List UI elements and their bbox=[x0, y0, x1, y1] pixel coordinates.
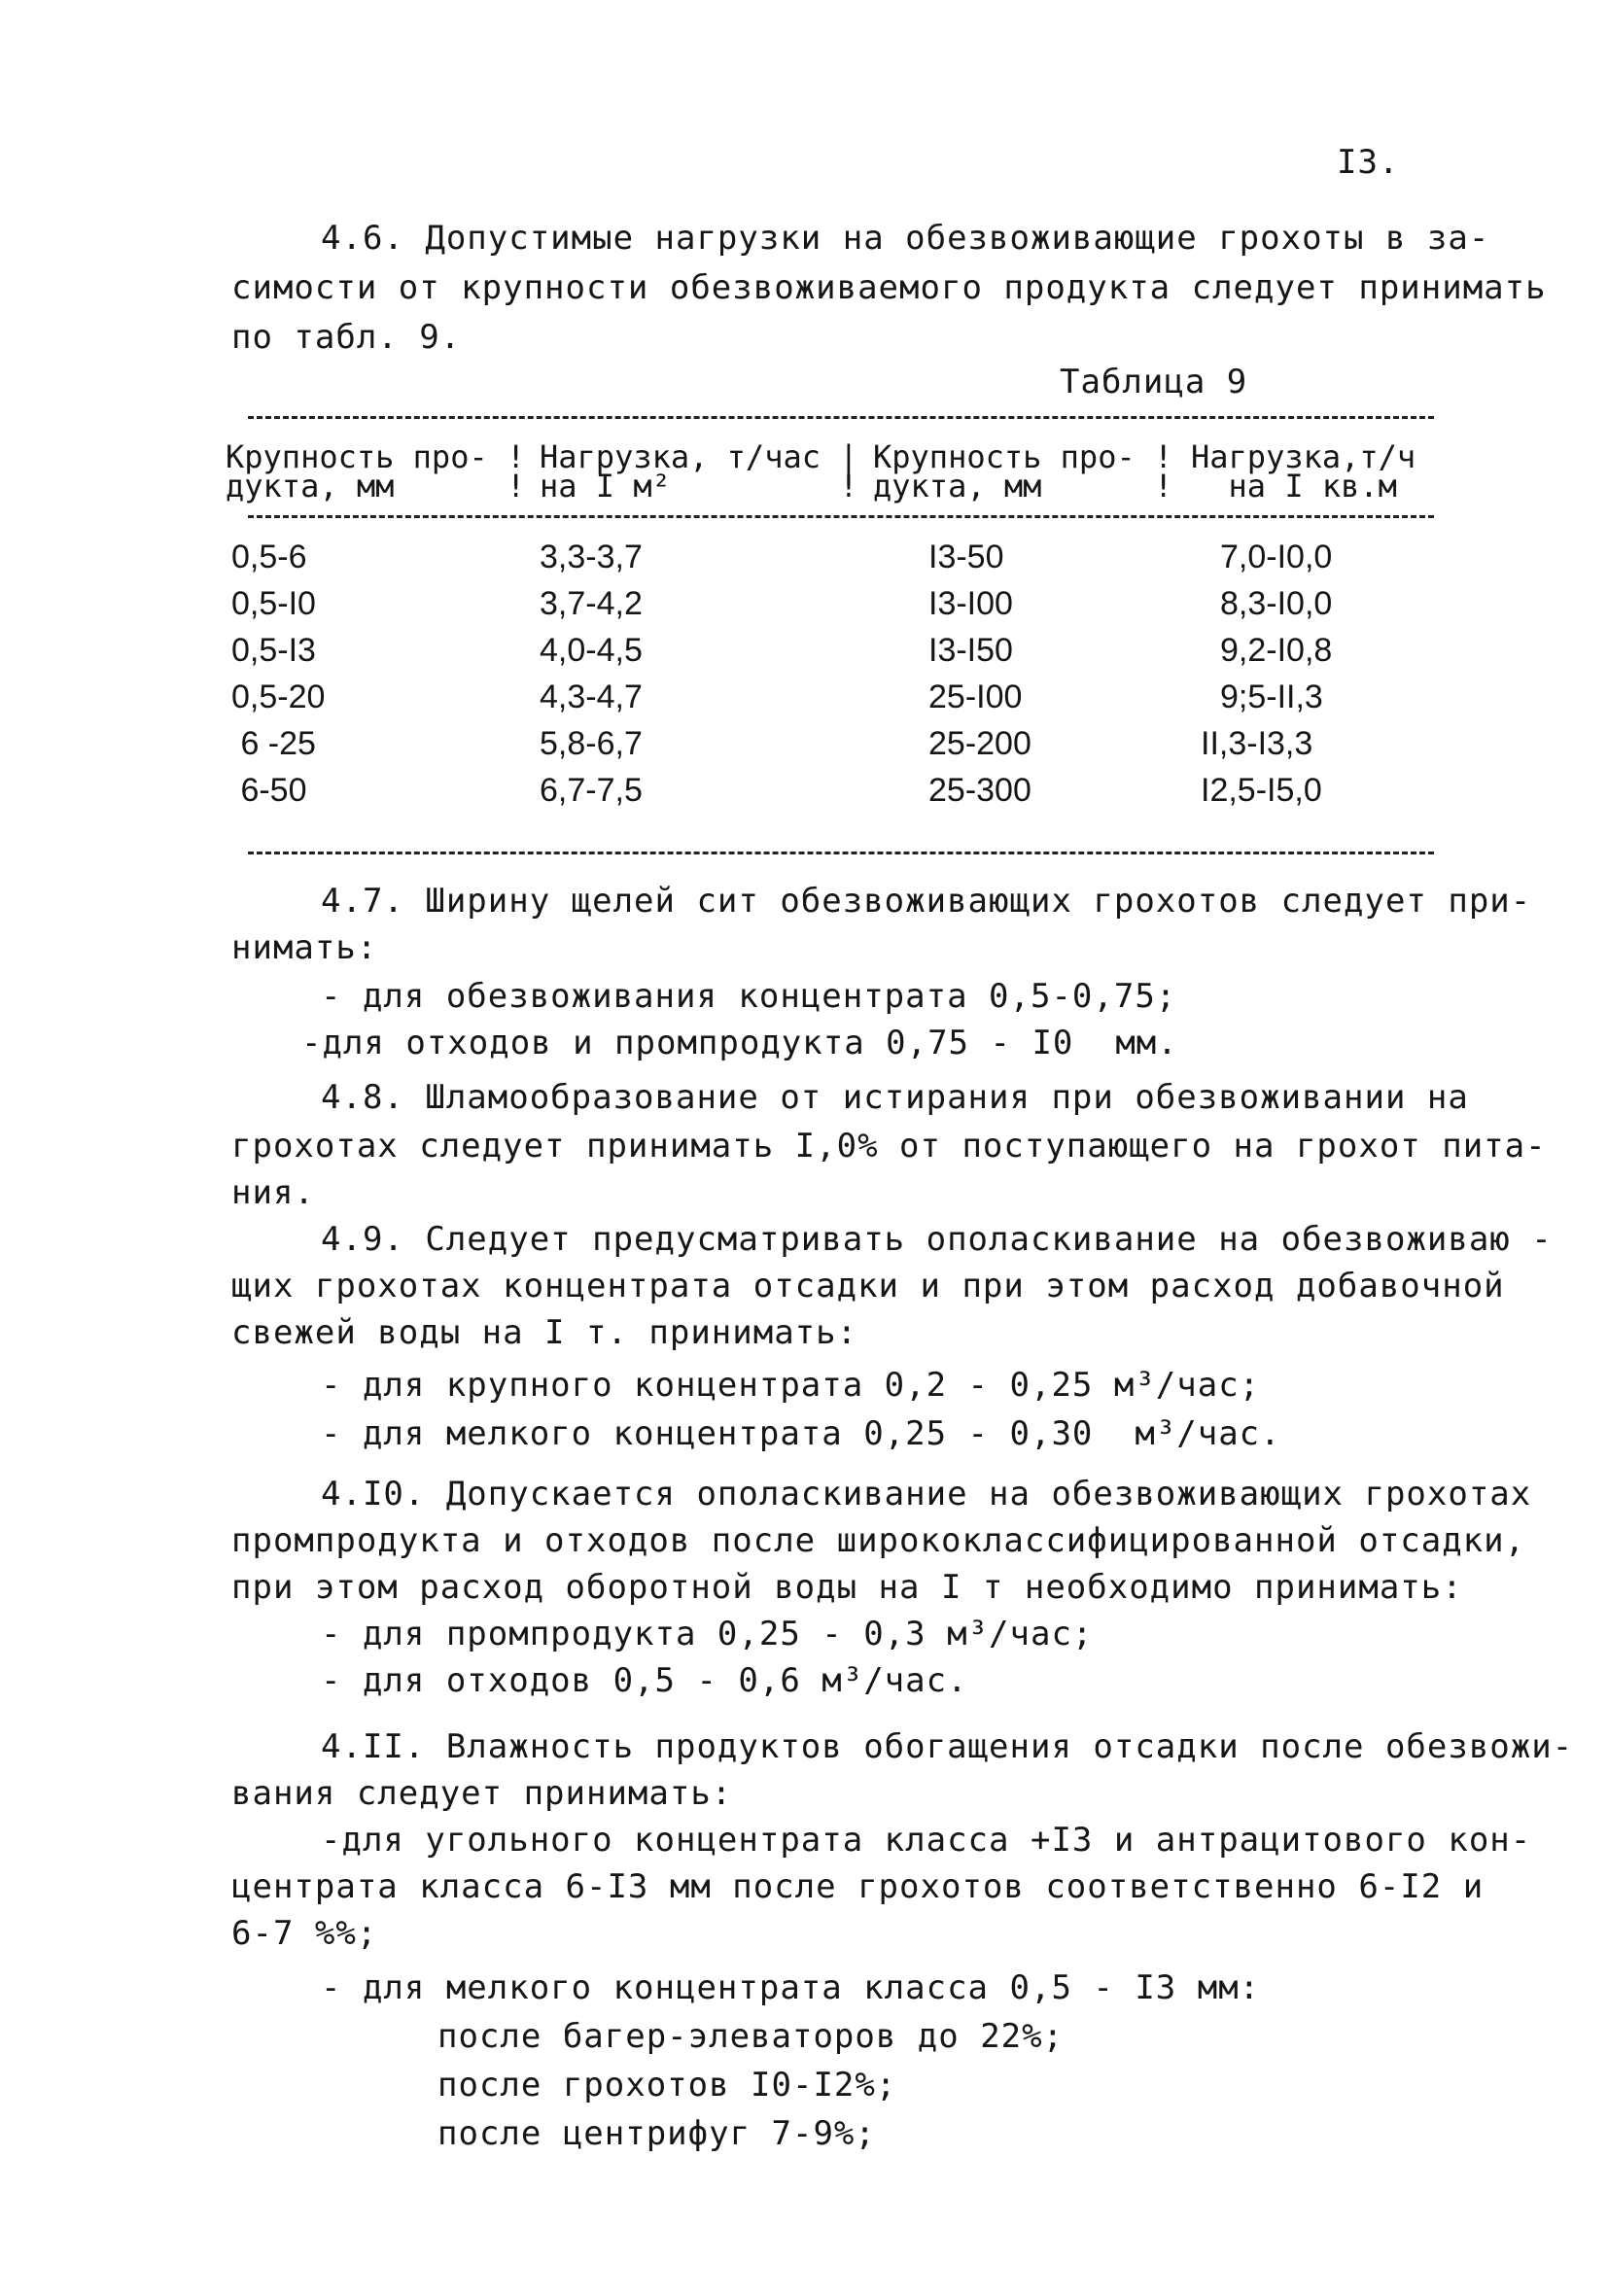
list-item: - для промпродукта 0,25 - 0,3 м³/час; bbox=[321, 1615, 1094, 1653]
table-cell: I3-I50 bbox=[928, 632, 1013, 669]
paragraph-line: 6-7 %%; bbox=[231, 1914, 378, 1953]
table-header-cell: на I м² ! bbox=[540, 468, 858, 504]
list-item: после багер-элеваторов до 22%; bbox=[437, 2017, 1065, 2056]
table-cell: 8,3-I0,0 bbox=[1220, 585, 1333, 622]
table-header-cell: дукта, мм ! bbox=[873, 468, 1173, 504]
table-cell: II,3-I3,3 bbox=[1201, 725, 1313, 762]
list-item: -для угольного концентрата класса +I3 и антрацитового кон- bbox=[321, 1821, 1532, 1860]
table-cell: I3-50 bbox=[928, 539, 1004, 575]
table-cell: 25-I00 bbox=[928, 678, 1023, 715]
table-cell: 5,8-6,7 bbox=[540, 725, 643, 762]
paragraph-line: щих грохотах концентрата отсадки и при этом расход добавочной bbox=[231, 1267, 1505, 1305]
paragraph-line: 4.II. Влажность продуктов обогащения отсадки после обезвожи- bbox=[321, 1727, 1574, 1766]
table-cell: 9,2-I0,8 bbox=[1220, 632, 1333, 669]
paragraph-line: 4.I0. Допускается ополаскивание на обезвоживающих грохотах bbox=[321, 1475, 1532, 1513]
list-item: - для мелкого концентрата 0,25 - 0,30 м³/час. bbox=[321, 1414, 1281, 1453]
paragraph-line: нимать: bbox=[231, 928, 378, 967]
list-item: - для мелкого концентрата класса 0,5 - I3 мм: bbox=[321, 1968, 1261, 2007]
list-item: после грохотов I0-I2%; bbox=[437, 2066, 897, 2105]
table-cell: 6,7-7,5 bbox=[540, 772, 643, 809]
table-cell: 3,3-3,7 bbox=[540, 539, 643, 575]
paragraph-line: грохотах следует принимать I,0% от поступающего на грохот пита- bbox=[231, 1127, 1547, 1165]
table-rule-top bbox=[248, 416, 1434, 419]
list-item: после центрифуг 7-9%; bbox=[437, 2114, 876, 2153]
table-header-cell: на I кв.м bbox=[1191, 468, 1397, 504]
paragraph-line: при этом расход оборотной воды на I т необходимо принимать: bbox=[231, 1568, 1463, 1607]
table-cell: 0,5-I3 bbox=[231, 632, 316, 669]
table-cell: I3-I00 bbox=[928, 585, 1013, 622]
table-rule-bottom bbox=[248, 852, 1434, 854]
page-number: I3. bbox=[1337, 143, 1400, 182]
table-cell: 4,3-4,7 bbox=[540, 678, 643, 715]
paragraph-line: 4.6. Допустимые нагрузки на обезвоживающие грохоты в за- bbox=[321, 219, 1490, 258]
table-cell: 7,0-I0,0 bbox=[1220, 539, 1333, 575]
table-cell: 0,5-I0 bbox=[231, 585, 316, 622]
paragraph-line: центрата класса 6-I3 мм после грохотов соответственно 6-I2 и bbox=[231, 1867, 1485, 1906]
paragraph-line: 4.8. Шламообразование от истирания при обезвоживании на bbox=[321, 1078, 1469, 1117]
table-header-cell: дукта, мм ! bbox=[226, 468, 526, 504]
table-header-cell: Крупность про- ! bbox=[226, 438, 526, 475]
paragraph-line: 4.9. Следует предусматривать ополаскивание на обезвоживаю - bbox=[321, 1220, 1553, 1259]
table-header-cell: Нагрузка, т/час | bbox=[540, 438, 858, 475]
table-cell: 4,0-4,5 bbox=[540, 632, 643, 669]
paragraph-line: ния. bbox=[231, 1173, 315, 1212]
table-header-cell: Нагрузка,т/ч bbox=[1191, 438, 1416, 475]
paragraph-line: по табл. 9. bbox=[231, 318, 462, 357]
table-cell: 6 -25 bbox=[231, 725, 316, 762]
paragraph-line: свежей воды на I т. принимать: bbox=[231, 1313, 858, 1352]
list-item: - для обезвоживания концентрата 0,5-0,75; bbox=[321, 977, 1177, 1016]
paragraph-line: вания следует принимать: bbox=[231, 1774, 733, 1813]
list-item: - для отходов 0,5 - 0,6 м³/час. bbox=[321, 1661, 968, 1700]
table-cell: 9;5-II,3 bbox=[1220, 678, 1323, 715]
table-cell: 6-50 bbox=[231, 772, 307, 809]
table-cell: 0,5-20 bbox=[231, 678, 326, 715]
paragraph-line: 4.7. Ширину щелей сит обезвоживающих грохотов следует при- bbox=[321, 882, 1532, 921]
paragraph-line: промпродукта и отходов после ширококлассифицированной отсадки, bbox=[231, 1521, 1526, 1560]
table-caption: Таблица 9 bbox=[1060, 363, 1248, 401]
table-cell: 0,5-6 bbox=[231, 539, 307, 575]
table-cell: 25-300 bbox=[928, 772, 1031, 809]
table-cell: I2,5-I5,0 bbox=[1201, 772, 1322, 809]
list-item: - для крупного концентрата 0,2 - 0,25 м³/час; bbox=[321, 1366, 1261, 1405]
table-cell: 3,7-4,2 bbox=[540, 585, 643, 622]
list-item: -для отходов и промпродукта 0,75 - I0 мм. bbox=[301, 1024, 1178, 1062]
table-header-cell: Крупность про- ! bbox=[873, 438, 1173, 475]
table-cell: 25-200 bbox=[928, 725, 1031, 762]
paragraph-line: симости от крупности обезвоживаемого продукта следует принимать bbox=[231, 268, 1547, 307]
table-rule-header bbox=[248, 515, 1434, 518]
